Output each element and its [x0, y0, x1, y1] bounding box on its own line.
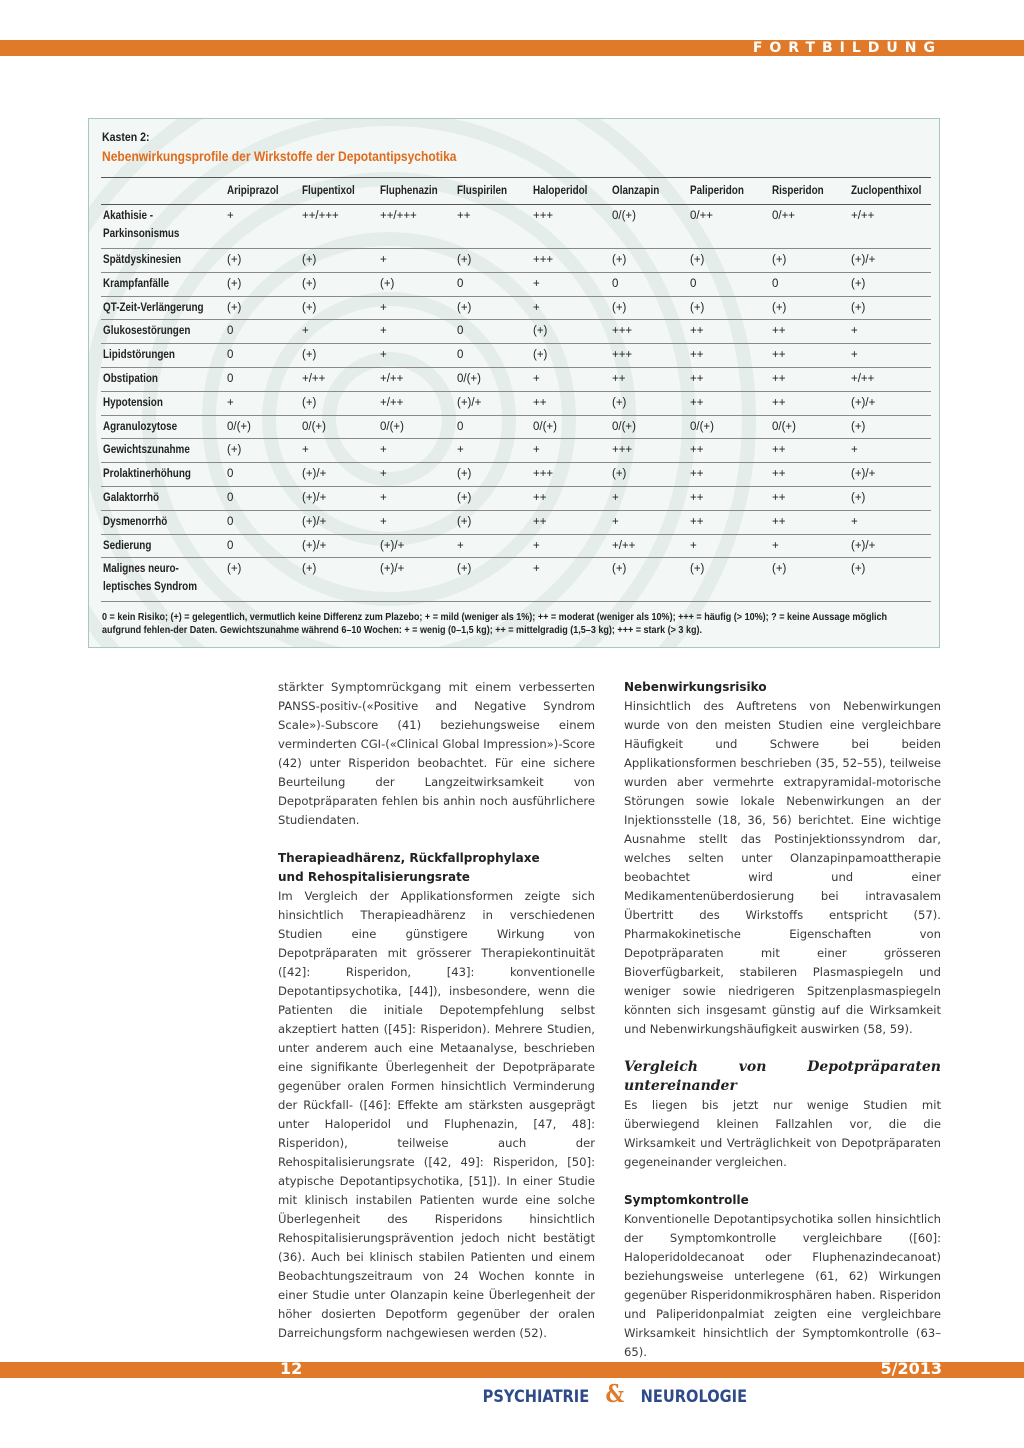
table-cell: (+)/+	[849, 463, 931, 487]
table-cell: +	[378, 463, 455, 487]
table-cell: +++	[610, 344, 688, 368]
table-cell: +/++	[300, 367, 378, 391]
box-title: Nebenwirkungsprofile der Wirkstoffe der Depotantipsychotika	[102, 148, 457, 164]
table-cell: +++	[610, 439, 688, 463]
row-label: Spätdyskinesien	[101, 249, 225, 273]
table-cell: (+)	[455, 249, 531, 273]
table-cell: 0/++	[688, 205, 770, 249]
issue-number: 5/2013	[880, 1359, 942, 1378]
table-cell: (+)	[225, 439, 300, 463]
table-cell: (+)	[455, 296, 531, 320]
table-cell: (+)	[610, 296, 688, 320]
table-cell: +	[455, 439, 531, 463]
row-label: Agranulozytose	[101, 415, 225, 439]
table-cell: +	[610, 510, 688, 534]
table-cell: +/++	[378, 367, 455, 391]
table-cell: ++	[770, 439, 849, 463]
table-cell: ++	[531, 510, 610, 534]
table-header	[101, 178, 931, 205]
table-cell: (+)	[849, 558, 931, 602]
table-cell: ++	[770, 463, 849, 487]
table-cell: (+)	[300, 249, 378, 273]
table-cell: (+)/+	[300, 510, 378, 534]
table-cell: 0	[225, 344, 300, 368]
table-cell: (+)	[849, 272, 931, 296]
table-cell: 0	[455, 320, 531, 344]
section-heading-large: Vergleich von Depotpräparaten untereinander	[624, 1059, 941, 1094]
paragraph: Hinsichtlich des Auftretens von Nebenwirkungen wurde von den meisten Studien eine vergleichbare Häufigkeit und Schwere bei beiden Applikationsformen beschrieben (35, 52–55), teilweise wurden aber vermehrte extrapyramidal-motorische Störungen sowie lokale Nebenwirkungen an der Injektionsstelle (18, 36, 56) berichtet. Eine wichtige Ausnahme stellt das Postinjektionssyndrom dar, welches selten unter Olanzapinpamoattherapie beobachtet wird und einer Medikamentenüberdosierung bei intravasalem Übertritt des Wirkstoffs entspricht (57). Pharmakokinetische Eigenschaften von Depotpräparaten mit einer grösseren Bioverfügbarkeit, stabileren Plasmaspiegeln und weniger sowie niedrigeren Spitzenplasmaspiegeln könnten sich insgesamt günstig auf die Wirksamkeit und Nebenwirkungshäufigkeit auswirken (58, 59).	[624, 699, 941, 1036]
table-cell: +	[688, 534, 770, 558]
row-label: Glukosestörungen	[101, 320, 225, 344]
table-cell: 0/(+)	[455, 367, 531, 391]
side-effects-table	[101, 177, 931, 602]
table-cell: 0/++	[770, 205, 849, 249]
journal-name-right: NEUROLOGIE	[640, 1387, 747, 1407]
table-cell: +	[849, 439, 931, 463]
table-row	[101, 510, 931, 534]
table-cell: +++	[531, 463, 610, 487]
table-row	[101, 296, 931, 320]
table-cell: +	[531, 367, 610, 391]
table-cell: +	[378, 320, 455, 344]
page-number: 12	[280, 1359, 303, 1378]
table-row	[101, 463, 931, 487]
table-cell: ++	[610, 367, 688, 391]
table-cell: (+)	[849, 486, 931, 510]
table-cell: ++	[688, 391, 770, 415]
table-cell: (+)	[531, 320, 610, 344]
table-cell: +	[531, 558, 610, 602]
table-cell: (+)	[455, 558, 531, 602]
row-label: Hypotension	[101, 391, 225, 415]
column-header: Zuclopenthixol	[849, 178, 931, 205]
journal-logo	[450, 1378, 780, 1412]
table-cell: ++	[688, 344, 770, 368]
left-column	[278, 678, 595, 1343]
table-cell: ++	[770, 486, 849, 510]
section-label: FORTBILDUNG	[752, 40, 942, 56]
table-cell: ++	[688, 439, 770, 463]
table-cell: +	[225, 391, 300, 415]
table-cell: +	[225, 205, 300, 249]
table-cell: +	[378, 439, 455, 463]
table-cell: 0	[688, 272, 770, 296]
table-row	[101, 320, 931, 344]
table-cell: (+)	[300, 391, 378, 415]
table-cell: ++	[770, 344, 849, 368]
column-header: Haloperidol	[531, 178, 610, 205]
table-cell: (+)/+	[300, 486, 378, 510]
table-cell: 0	[225, 367, 300, 391]
table-row	[101, 391, 931, 415]
table-cell: 0	[225, 534, 300, 558]
table-body	[101, 205, 931, 602]
table-cell: ++	[770, 510, 849, 534]
table-cell: (+)	[455, 510, 531, 534]
table-cell: ++	[531, 391, 610, 415]
table-row	[101, 249, 931, 273]
table-cell: (+)	[610, 463, 688, 487]
table-cell: +++	[531, 205, 610, 249]
table-cell: (+)	[300, 558, 378, 602]
table-row	[101, 558, 931, 602]
section-heading: Therapieadhärenz, Rückfallprophylaxe und Rehospitalisierungsrate	[278, 851, 540, 884]
row-label: QT-Zeit-Verlängerung	[101, 296, 225, 320]
row-label: Galaktorrhö	[101, 486, 225, 510]
table-cell: ++	[455, 205, 531, 249]
table-cell: (+)	[455, 463, 531, 487]
table-cell: +	[531, 272, 610, 296]
table-cell: (+)	[610, 249, 688, 273]
table-cell: (+)	[849, 296, 931, 320]
table-cell: 0/(+)	[225, 415, 300, 439]
table-cell: ++/+++	[300, 205, 378, 249]
table-cell: ++	[531, 486, 610, 510]
table-cell: +	[531, 296, 610, 320]
table-cell: 0/(+)	[531, 415, 610, 439]
table-row	[101, 272, 931, 296]
table-cell: +++	[610, 320, 688, 344]
table-row	[101, 367, 931, 391]
table-cell: +	[455, 534, 531, 558]
table-cell: (+)	[688, 249, 770, 273]
table-cell: 0/(+)	[688, 415, 770, 439]
row-label: Lipidstörungen	[101, 344, 225, 368]
table-cell: +	[770, 534, 849, 558]
table-cell: 0/(+)	[610, 205, 688, 249]
table-cell: 0/(+)	[300, 415, 378, 439]
box-label: Kasten 2:	[102, 130, 150, 144]
table-row	[101, 439, 931, 463]
footer-bar	[0, 1362, 1024, 1378]
table-cell: +	[378, 296, 455, 320]
table-cell: 0	[225, 510, 300, 534]
table-cell: +++	[531, 249, 610, 273]
table-cell: 0	[225, 486, 300, 510]
row-label: Prolaktinerhöhung	[101, 463, 225, 487]
table-cell: +/++	[849, 205, 931, 249]
row-label: Krampfanfälle	[101, 272, 225, 296]
table-row	[101, 534, 931, 558]
table-cell: +	[378, 486, 455, 510]
table-cell: ++	[688, 510, 770, 534]
table-cell: (+)/+	[455, 391, 531, 415]
row-label: Sedierung	[101, 534, 225, 558]
table-cell: 0	[455, 344, 531, 368]
table-cell: +	[531, 439, 610, 463]
table-cell: 0	[455, 415, 531, 439]
paragraph: Konventionelle Depotantipsychotika sollen hinsichtlich der Symptomkontrolle vergleichbare ([60]: Haloperidoldecanoat oder Fluphenazindecanoat) beziehungsweise unterlegene (61, 62) Wirkungen gegenüber Risperidonmikrosphären haben. Risperidon und Paliperidonpalmiat zeigten eine vergleichbare Wirksamkeit hinsichtlich der Symptomkontrolle (63–65).	[624, 1212, 941, 1359]
table-cell: (+)	[300, 296, 378, 320]
table-cell: (+)	[610, 391, 688, 415]
table-cell: (+)/+	[849, 249, 931, 273]
column-header: Aripiprazol	[225, 178, 300, 205]
row-label: Obstipation	[101, 367, 225, 391]
row-label: Akathisie - Parkinsonismus	[101, 205, 225, 249]
right-column	[624, 678, 941, 1362]
table-cell: (+)	[610, 558, 688, 602]
column-header-empty	[101, 178, 225, 205]
table-cell: ++	[770, 367, 849, 391]
column-header: Flupentixol	[300, 178, 378, 205]
table-cell: (+)	[770, 249, 849, 273]
info-box	[88, 118, 940, 648]
table-cell: 0	[770, 272, 849, 296]
table-cell: +	[300, 439, 378, 463]
table-cell: (+)	[531, 344, 610, 368]
section-heading: Nebenwirkungsrisiko	[624, 680, 767, 694]
table-cell: (+)/+	[300, 534, 378, 558]
table-cell: (+)/+	[300, 463, 378, 487]
table-row	[101, 344, 931, 368]
journal-ampersand: &	[605, 1379, 625, 1408]
table-cell: 0	[455, 272, 531, 296]
table-row	[101, 205, 931, 249]
table-cell: ++	[770, 320, 849, 344]
column-header: Paliperidon	[688, 178, 770, 205]
table-row	[101, 486, 931, 510]
table-cell: +	[378, 249, 455, 273]
table-cell: +/++	[849, 367, 931, 391]
table-cell: +	[610, 486, 688, 510]
table-cell: +	[378, 344, 455, 368]
table-cell: (+)	[300, 272, 378, 296]
table-cell: (+)	[225, 249, 300, 273]
table-cell: (+)	[455, 486, 531, 510]
table-cell: 0	[225, 463, 300, 487]
table-cell: (+)	[378, 272, 455, 296]
column-header: Fluphenazin	[378, 178, 455, 205]
table-cell: +	[531, 534, 610, 558]
table-cell: +	[849, 344, 931, 368]
column-header: Olanzapin	[610, 178, 688, 205]
table-cell: (+)	[225, 296, 300, 320]
table-cell: +/++	[378, 391, 455, 415]
row-label: Dysmenorrhö	[101, 510, 225, 534]
table-cell: ++	[688, 486, 770, 510]
table-cell: (+)/+	[849, 391, 931, 415]
table-cell: (+)/+	[378, 534, 455, 558]
table-cell: ++	[770, 391, 849, 415]
table-cell: 0/(+)	[770, 415, 849, 439]
paragraph: Es liegen bis jetzt nur wenige Studien mit überwiegend kleinen Fallzahlen vor, die die Wirksamkeit und Verträglichkeit von Depotpräparaten gegeneinander vergleichen.	[624, 1098, 941, 1169]
table-footnote: 0 = kein Risiko; (+) = gelegentlich, vermutlich keine Differenz zum Plazebo; + = mild (weniger als 1%); ++ = moderat (weniger als 10%); +++ = häufig (> 10%); ? = keine Aussage möglich aufgrund fehlen-der Daten. Gewichtszunahme während 6–10 Wochen: + = wenig (0–1,5 kg); ++ = mittelgradig (1,5–3 kg); +++ = stark (> 3 kg).	[102, 611, 888, 636]
journal-name-left: PSYCHIATRIE	[483, 1387, 590, 1407]
table-cell: ++	[688, 463, 770, 487]
table-cell: ++/+++	[378, 205, 455, 249]
table-cell: (+)	[770, 296, 849, 320]
table-cell: 0/(+)	[610, 415, 688, 439]
paragraph: stärkter Symptomrückgang mit einem verbesserten PANSS-positiv-(«Positive and Negative Syndrom Scale»)-Subscore (41) beziehungsweise einem verminderten CGI-(«Clinical Global Impression»)-Score (42) unter Risperidon beobachtet. Für eine sichere Beurteilung der Langzeitwirksamkeit von Depotpräparaten fehlen bis anhin noch ausführlichere Studiendaten.	[278, 680, 595, 827]
table-cell: (+)	[225, 558, 300, 602]
table-cell: +	[378, 510, 455, 534]
table-row	[101, 415, 931, 439]
table-cell: ++	[688, 367, 770, 391]
table-cell: +	[849, 510, 931, 534]
table-cell: (+)	[225, 272, 300, 296]
table-cell: (+)	[300, 344, 378, 368]
table-cell: 0	[225, 320, 300, 344]
table-cell: +	[849, 320, 931, 344]
table-cell: 0/(+)	[378, 415, 455, 439]
table-cell: +/++	[610, 534, 688, 558]
paragraph: Im Vergleich der Applikationsformen zeigte sich hinsichtlich Therapieadhärenz in verschiedenen Studien eine günstigere Wirkung von Depotpräparaten mit grösserer Therapiekontinuität ([42]: Risperidon, [43]: konventionelle Depotantipsychotika, [44]), insbesondere, wenn die Patienten die initiale Depotempfehlung selbst akzeptiert hatten ([45]: Risperidon). Mehrere Studien, unter anderem auch eine Metaanalyse, beschrieben eine signifikante Überlegenheit der Depotpräparate gegenüber oralen Formen hinsichtlich Verminderung der Rückfall- ([46]: Effekte am stärksten ausgeprägt unter Haloperidol und Fluphenazin, [47, 48]: Risperidon), teilweise auch der Rehospitalisierungsrate ([42, 49]: Risperidon, [50]: atypische Depotantipsychotika, [51]). In einer Studie mit klinisch instabilen Patienten wurde eine solche Überlegenheit des Risperidons hinsichtlich Rehospitalisierungsprävention jedoch nicht bestätigt (36). Auch bei klinisch stabilen Patienten und einem Beobachtungszeitraum von 24 Wochen konnte in einer Studie unter Olanzapin keine Überlegenheit der höher dosierten Depotform gegenüber der oralen Darreichungsform nachgewiesen werden (52).	[278, 889, 595, 1340]
row-label: Malignes neuro-leptisches Syndrom	[101, 558, 225, 602]
table-cell: 0	[610, 272, 688, 296]
table-cell: (+)	[770, 558, 849, 602]
row-label: Gewichtszunahme	[101, 439, 225, 463]
column-header: Risperidon	[770, 178, 849, 205]
section-heading: Symptomkontrolle	[624, 1193, 749, 1207]
table-cell: (+)	[849, 415, 931, 439]
table-cell: (+)/+	[849, 534, 931, 558]
table-cell: (+)	[688, 296, 770, 320]
column-header: Fluspirilen	[455, 178, 531, 205]
table-cell: ++	[688, 320, 770, 344]
table-cell: +	[300, 320, 378, 344]
table-cell: (+)	[688, 558, 770, 602]
table-cell: (+)/+	[378, 558, 455, 602]
